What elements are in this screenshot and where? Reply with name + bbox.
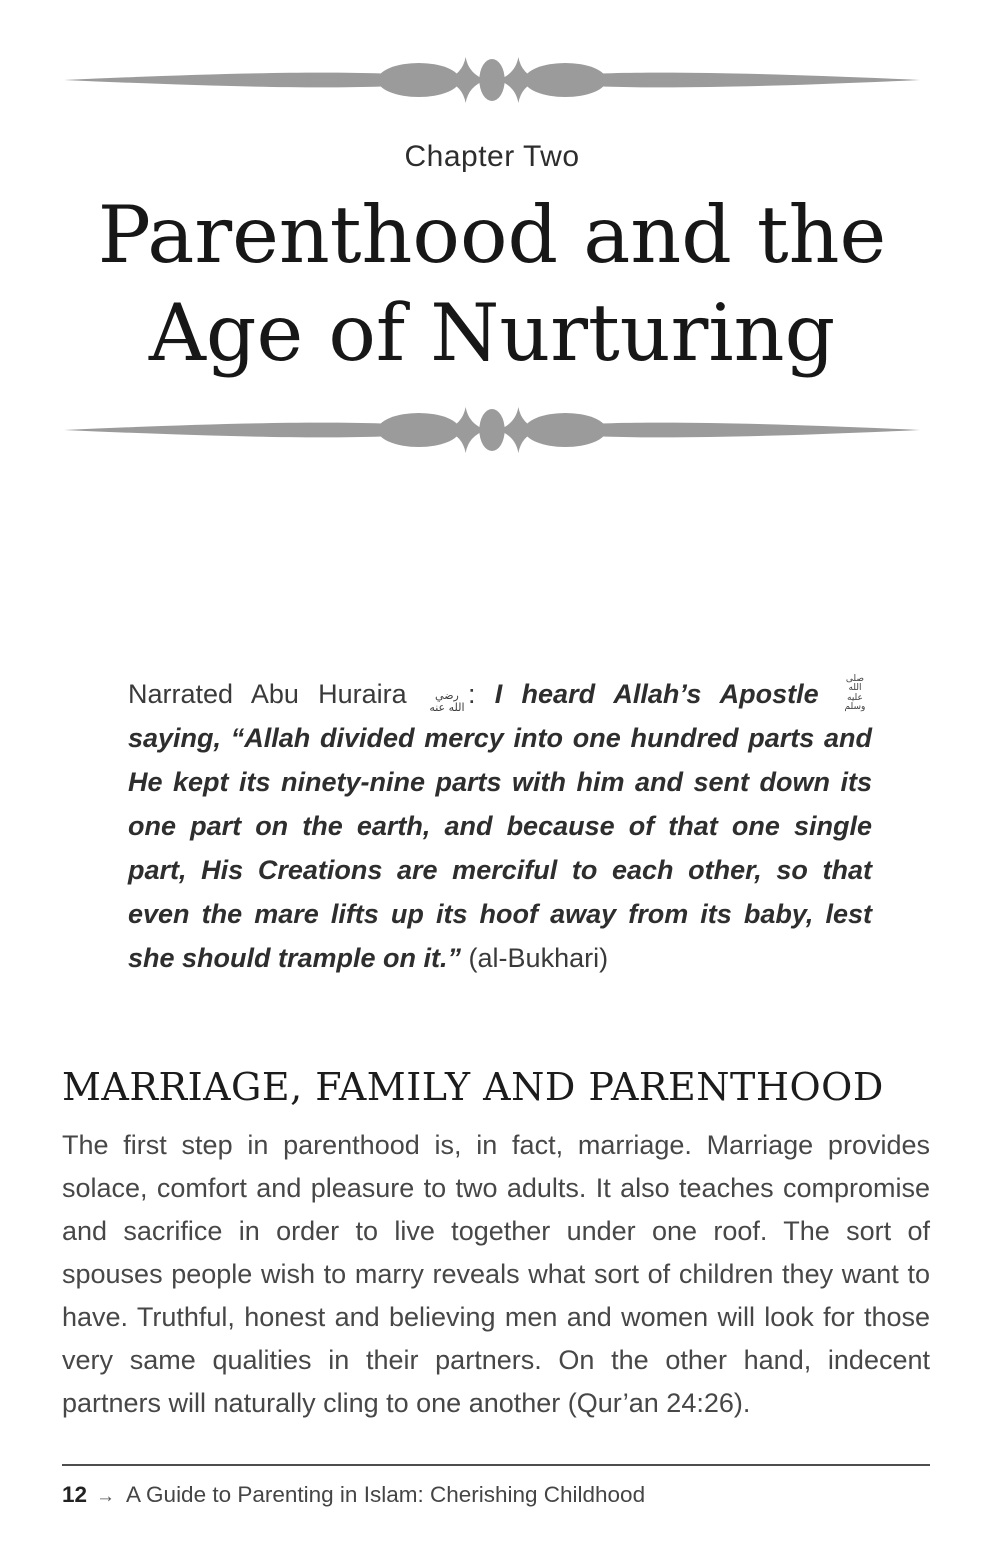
hadith-quote-rest: saying, “Allah divided mercy into one hundred parts and He kept its ninety-nine parts with him and sent down its one part on the earth, and because of that one single part, His Creations are merciful to each other, so that even the mare lifts up its hoof away from its baby, lest she should trample on it.” [128,723,872,973]
section-heading: MARRIAGE, FAMILY AND PARENTHOOD [62,1065,884,1109]
page-number: 12 [62,1482,88,1507]
hadith-quote-lead: I heard Allah’s Apostle [494,679,819,709]
hadith-quote [128,672,872,980]
book-title: A Guide to Parenting in Islam: Cherishing Childhood [126,1482,646,1507]
hadith-narrator: Narrated Abu Huraira [128,679,407,709]
hadith-colon: : [467,679,476,709]
section-marriage-family-parenthood [62,1062,930,1425]
section-body-paragraph: The first step in parenthood is, in fact, marriage. Marriage provides solace, comfort and pleasure to two adults. It also teaches compromise and sacrifice in order to live together under one roof. The sort of spouses people wish to marry reveals what sort of children they want to have. Truthful, honest and believing men and women will look for those very same qualities in their partners. On the other hand, indecent partners will naturally cling to one another (Qur’an 24:26). [62,1130,930,1418]
page-title [0,186,984,382]
companion-honorific-icon: رضي الله عنه [429,689,465,714]
ornamental-divider-top-icon [62,50,922,110]
title-line-2: Age of Nurturing [148,287,836,379]
arrow-icon: → [96,1486,116,1507]
footer-rule [62,1464,930,1466]
title-line-1: Parenthood and the [97,189,887,281]
ornamental-divider-bottom-icon [62,400,922,460]
prophet-honorific-icon: صلى الله عليه وسلم [844,673,866,712]
page-footer [62,1482,930,1508]
hadith-source: (al-Bukhari) [468,943,609,973]
hadith-quote-text [128,673,872,973]
chapter-label: Chapter Two [404,140,580,173]
